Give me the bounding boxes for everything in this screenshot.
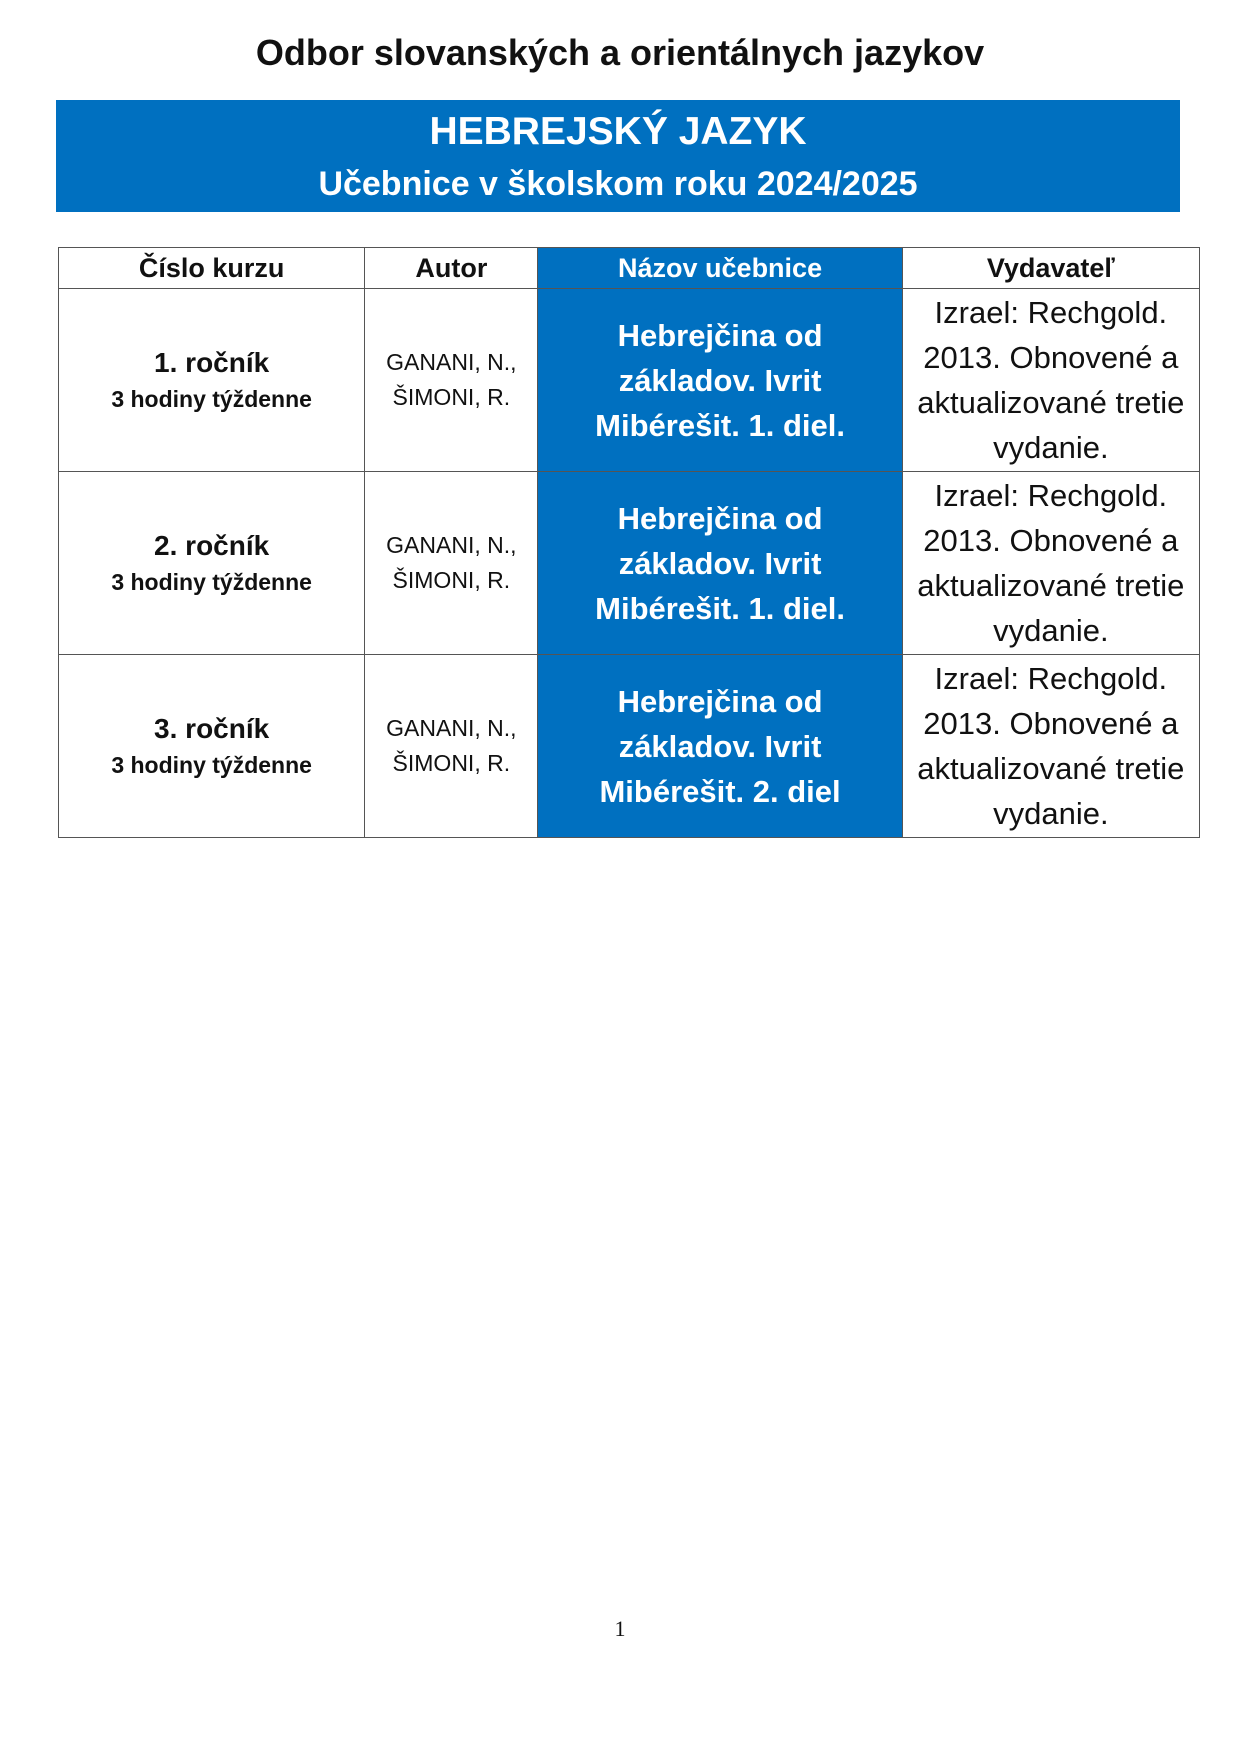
title-cell <box>538 655 902 838</box>
department-heading: Odbor slovanských a orientálnych jazykov <box>255 32 985 73</box>
title-cell <box>538 289 902 472</box>
table-row <box>59 289 1200 472</box>
publisher-cell <box>902 472 1199 655</box>
publisher-cell <box>902 655 1199 838</box>
course-year: 2. ročník <box>154 530 270 561</box>
publisher-info: Izrael: Rechgold. 2013. Obnovené a aktualizované tretie vydanie. <box>917 295 1185 465</box>
course-hours: 3 hodiny týždenne <box>111 386 312 412</box>
page-number: 1 <box>614 1616 626 1641</box>
publisher-cell <box>902 289 1199 472</box>
book-title: Hebrejčina od základov. Ivrit Mibérešit. 1. diel. <box>595 317 845 443</box>
author-cell <box>365 655 538 838</box>
table-row <box>59 472 1200 655</box>
author-cell <box>365 289 538 472</box>
table-header-row <box>59 248 1200 289</box>
table-row <box>59 655 1200 838</box>
course-hours: 3 hodiny týždenne <box>111 569 312 595</box>
school-year-subtitle: Učebnice v školskom roku 2024/2025 <box>318 165 918 203</box>
publisher-info: Izrael: Rechgold. 2013. Obnovené a aktualizované tretie vydanie. <box>917 478 1185 648</box>
author-cell <box>365 472 538 655</box>
header-author: Autor <box>365 248 538 289</box>
course-cell <box>59 655 365 838</box>
author-names: GANANI, N., ŠIMONI, R. <box>386 715 517 776</box>
course-cell <box>59 289 365 472</box>
title-banner <box>56 100 1180 212</box>
header-publisher: Vydavateľ <box>902 248 1199 289</box>
textbook-table <box>58 247 1200 838</box>
publisher-info: Izrael: Rechgold. 2013. Obnovené a aktualizované tretie vydanie. <box>917 661 1185 831</box>
author-names: GANANI, N., ŠIMONI, R. <box>386 532 517 593</box>
header-title: Názov učebnice <box>538 248 902 289</box>
header-course: Číslo kurzu <box>59 248 365 289</box>
course-hours: 3 hodiny týždenne <box>111 752 312 778</box>
course-cell <box>59 472 365 655</box>
book-title: Hebrejčina od základov. Ivrit Mibérešit. 2. diel <box>599 683 841 809</box>
author-names: GANANI, N., ŠIMONI, R. <box>386 349 517 410</box>
subject-title: HEBREJSKÝ JAZYK <box>429 110 807 153</box>
course-year: 3. ročník <box>154 713 270 744</box>
title-cell <box>538 472 902 655</box>
course-year: 1. ročník <box>154 347 270 378</box>
book-title: Hebrejčina od základov. Ivrit Mibérešit. 1. diel. <box>595 500 845 626</box>
